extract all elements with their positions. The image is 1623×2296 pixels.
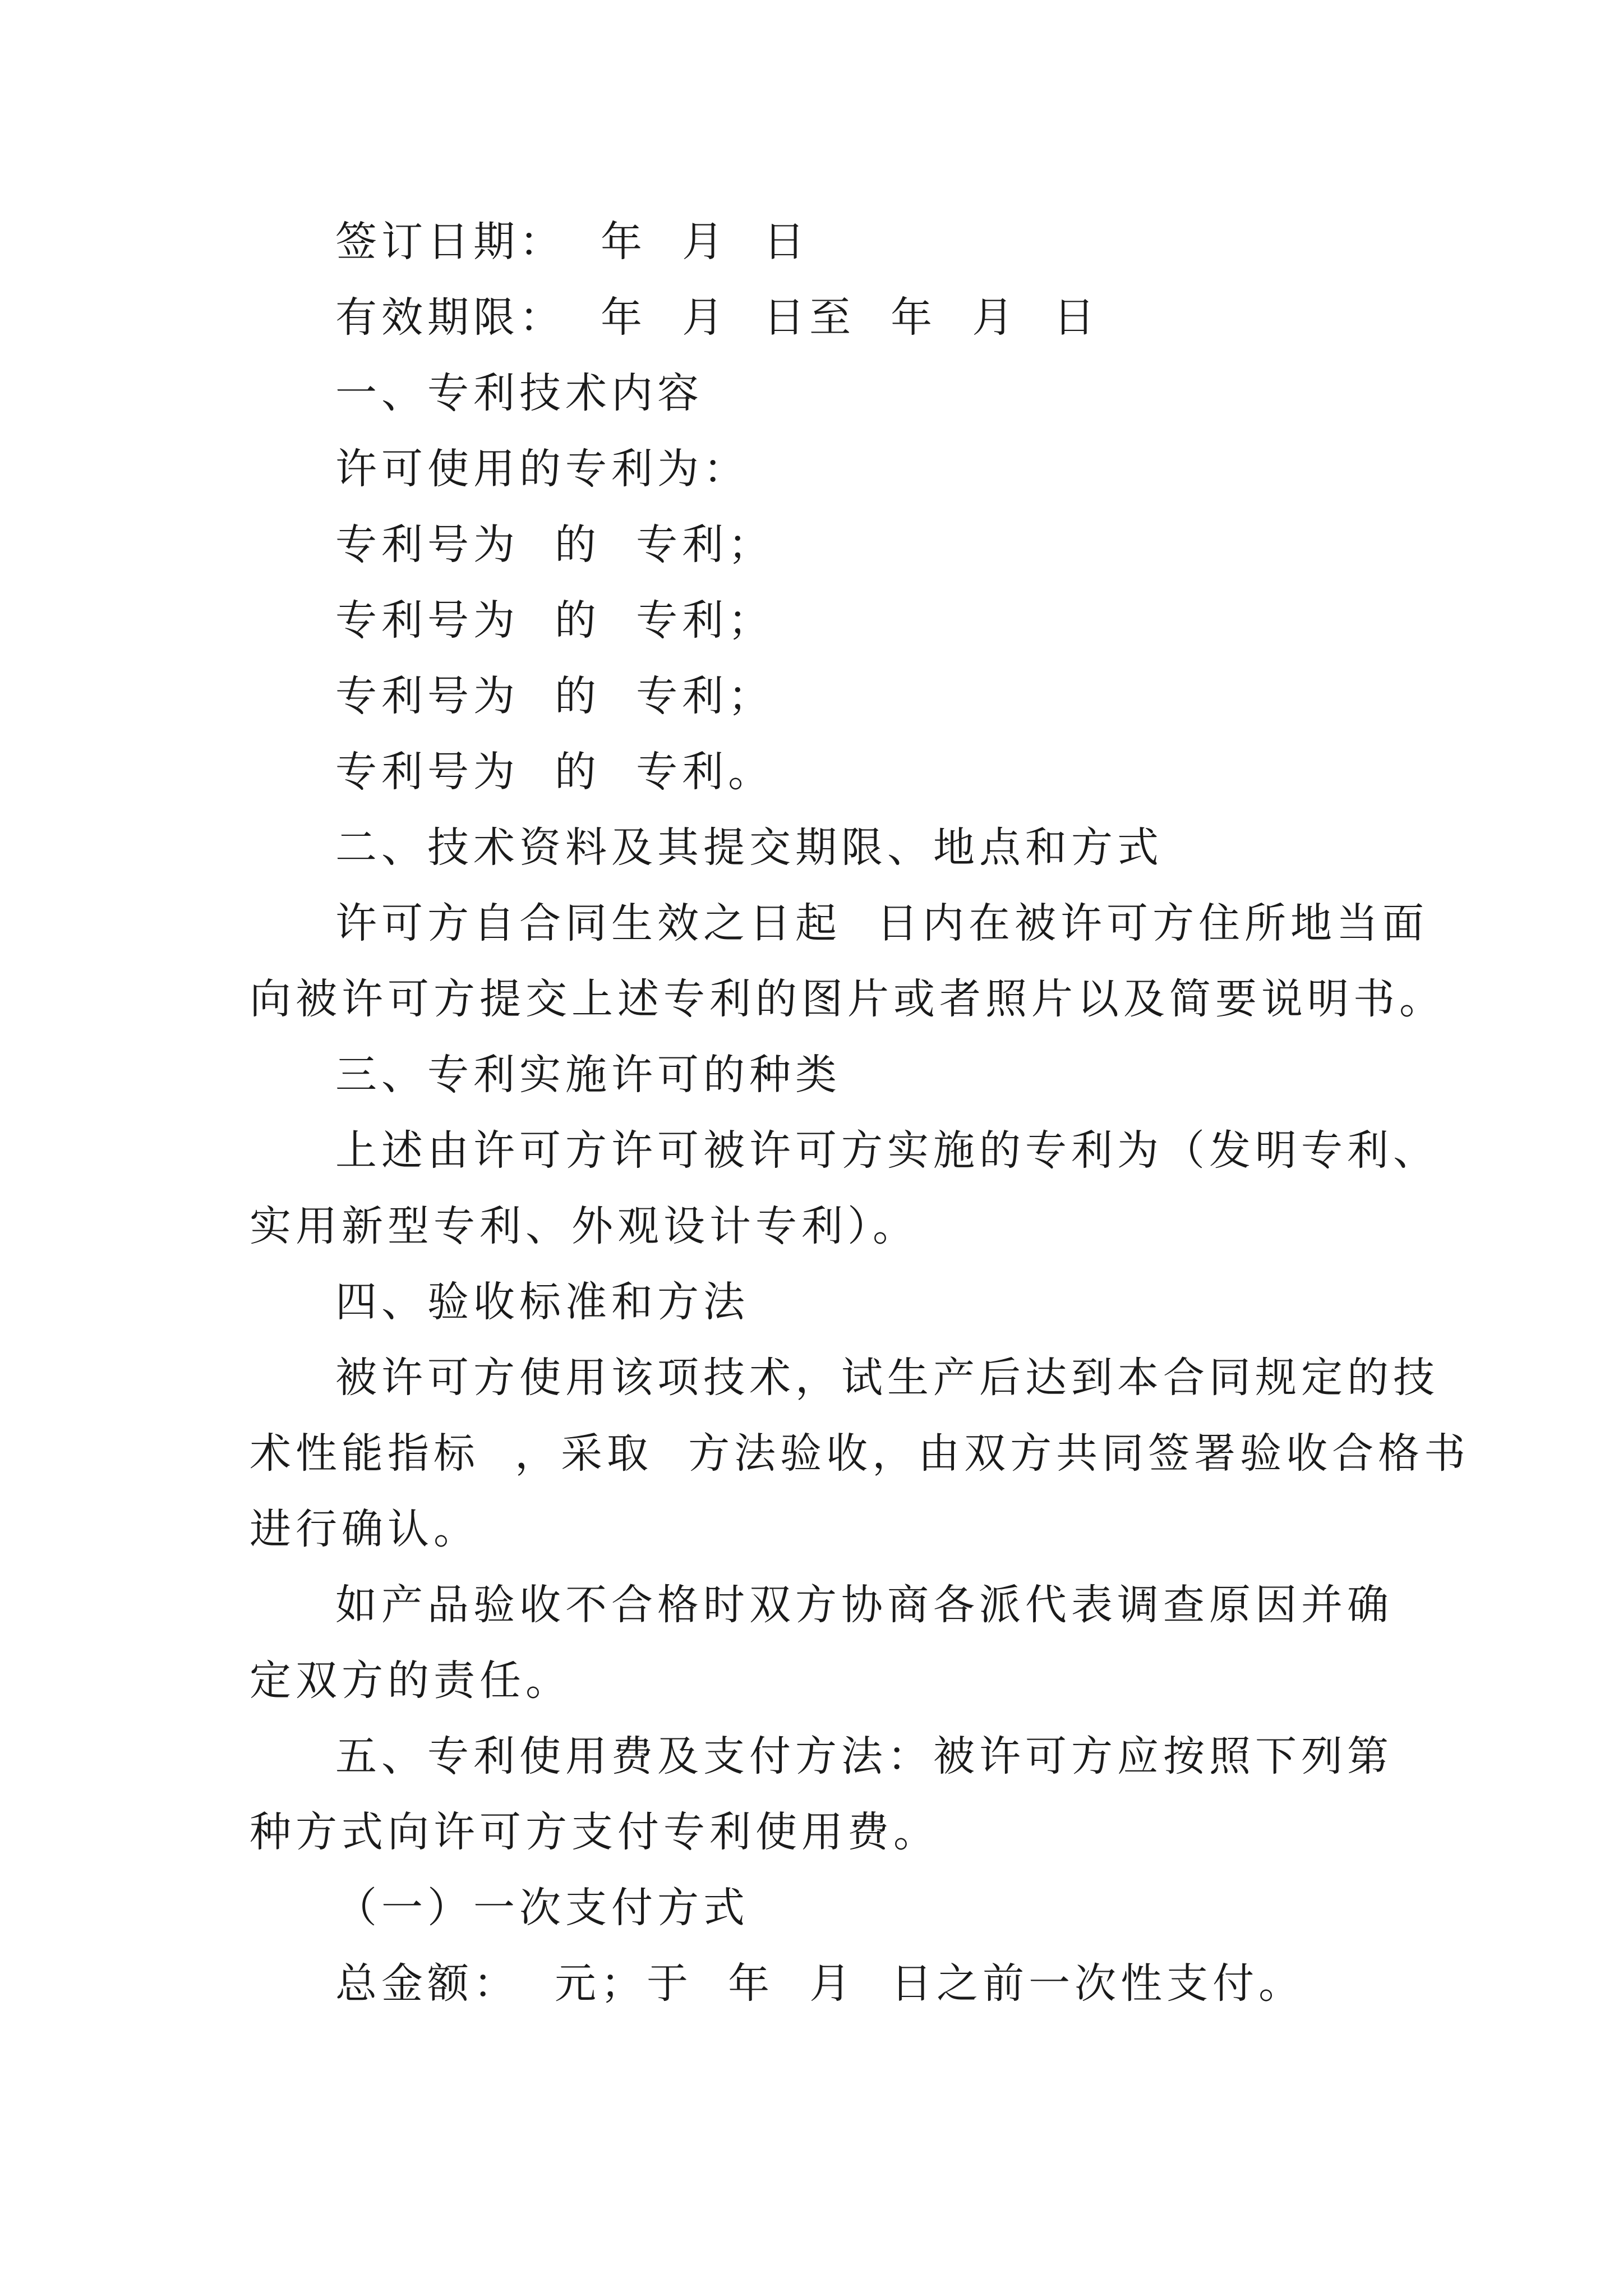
paragraph-line: 许可使用的专利为： [335, 445, 749, 493]
subsection-heading: （一）一次支付方式 [335, 1884, 749, 1932]
section-heading-2: 二、技术资料及其提交期限、地点和方式 [335, 823, 1163, 872]
paragraph-line: 进行确认。 [250, 1505, 479, 1553]
patent-number-line: 专利号为 的 专利。 [335, 748, 774, 796]
patent-number-line: 专利号为 的 专利； [335, 521, 774, 569]
patent-number-line: 专利号为 的 专利； [335, 596, 774, 645]
paragraph-line: 术性能指标 ，采取 方法验收，由双方共同签署验收合格书 [250, 1429, 1470, 1478]
paragraph-line: 定双方的责任。 [250, 1657, 571, 1705]
paragraph-line: 实用新型专利、外观设计专利）。 [250, 1202, 919, 1250]
patent-number-line: 专利号为 的 专利； [335, 672, 774, 720]
paragraph-line: 向被许可方提交上述专利的图片或者照片以及简要说明书。 [250, 975, 1445, 1023]
validity-period-line: 有效期限： 年 月 日至 年 月 日 [335, 293, 1100, 342]
total-amount-line: 总金额： 元；于 年 月 日之前一次性支付。 [335, 1959, 1305, 2008]
section-heading-3: 三、专利实施许可的种类 [335, 1051, 841, 1099]
section-heading-4: 四、验收标准和方法 [335, 1278, 749, 1326]
section-heading-5: 五、专利使用费及支付方法：被许可方应按照下列第 [335, 1732, 1393, 1780]
paragraph-line: 被许可方使用该项技术，试生产后达到本合同规定的技 [335, 1354, 1439, 1402]
paragraph-line: 上述由许可方许可被许可方实施的专利为（发明专利、 [335, 1126, 1439, 1175]
paragraph-line: 许可方自合同生效之日起 日内在被许可方住所地当面 [335, 899, 1429, 947]
paragraph-line: 如产品验收不合格时双方协商各派代表调查原因并确 [335, 1581, 1393, 1629]
paragraph-line: 种方式向许可方支付专利使用费。 [250, 1808, 939, 1856]
signing-date-line: 签订日期： 年 月 日 [335, 218, 810, 266]
section-heading-1: 一、专利技术内容 [335, 369, 703, 417]
